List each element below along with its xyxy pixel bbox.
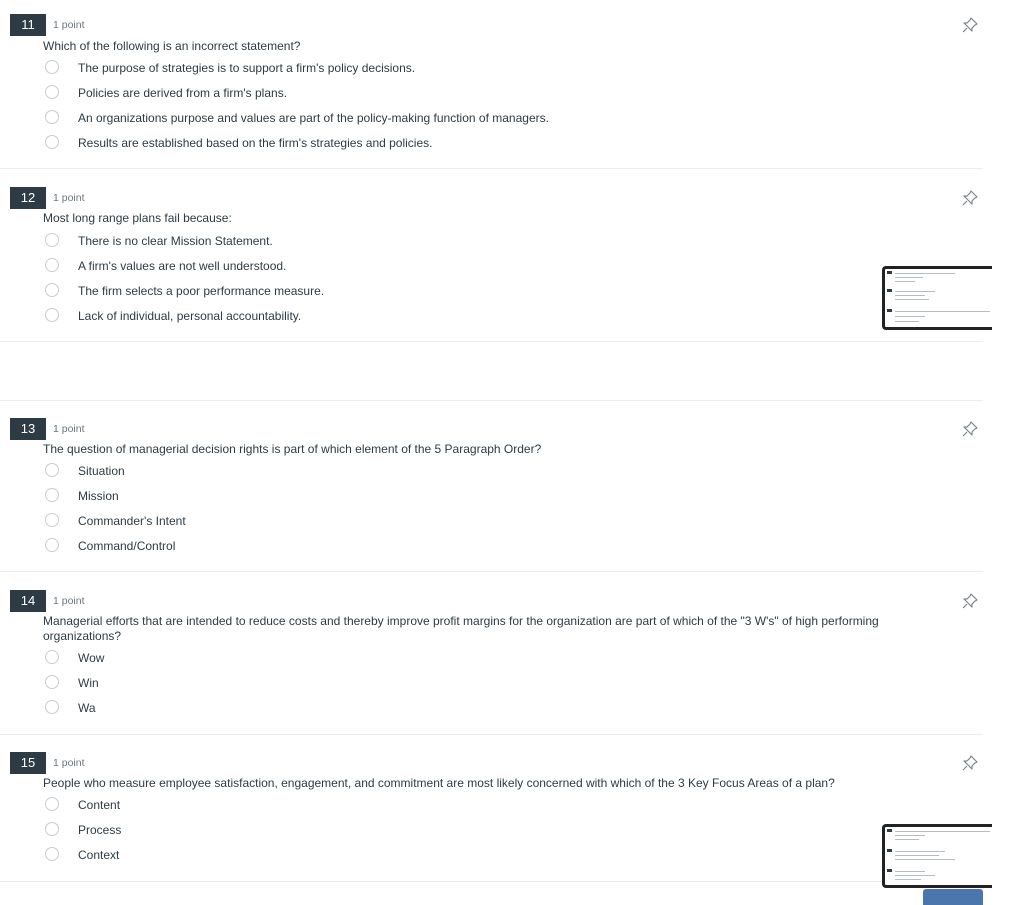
answer-label: Wow [78,651,105,665]
radio-button[interactable] [45,797,59,811]
answer-label: Command/Control [78,539,176,553]
answer-option[interactable] [43,536,923,556]
answer-label: Win [78,676,99,690]
answer-option[interactable] [43,83,923,103]
radio-button[interactable] [45,513,59,527]
question-number: 12 [10,187,46,209]
answer-option[interactable] [43,58,923,78]
question-text: Most long range plans fail because: [43,211,232,225]
question-text: People who measure employee satisfaction, engagement, and commitment are most likely concerned with which of the 3 Key Focus Areas of a plan? [43,776,835,790]
pin-icon[interactable] [961,16,979,34]
answer-label: Results are established based on the firm's strategies and policies. [78,136,433,150]
answer-option[interactable] [43,820,923,840]
radio-button[interactable] [45,283,59,297]
answer-option[interactable] [43,648,923,668]
answer-option[interactable] [43,231,923,251]
question-points: 1 point [53,192,85,204]
answer-option[interactable] [43,461,923,481]
answer-label: The firm selects a poor performance measure. [78,284,325,298]
radio-button[interactable] [45,847,59,861]
question-13 [0,418,983,572]
question-text: The question of managerial decision rights is part of which element of the 5 Paragraph Order? [43,442,542,456]
radio-button[interactable] [45,488,59,502]
answer-option[interactable] [43,673,923,693]
radio-button[interactable] [45,135,59,149]
radio-button[interactable] [45,538,59,552]
answer-option[interactable] [43,845,923,865]
radio-button[interactable] [45,258,59,272]
submit-button[interactable] [923,889,983,905]
radio-button[interactable] [45,308,59,322]
question-12 [0,187,983,341]
question-15 [0,752,983,882]
question-points: 1 point [53,19,85,31]
answer-option[interactable] [43,306,923,326]
pin-icon[interactable] [961,189,979,207]
answer-label: Mission [78,489,119,503]
answer-option[interactable] [43,795,923,815]
question-points: 1 point [53,595,85,607]
question-number: 13 [10,418,46,440]
answer-label: Situation [78,464,125,478]
radio-button[interactable] [45,85,59,99]
page-margin [983,0,1024,905]
answer-option[interactable] [43,698,923,718]
question-points: 1 point [53,423,85,435]
answer-label: An organizations purpose and values are part of the policy-making function of managers. [78,111,549,125]
radio-button[interactable] [45,675,59,689]
answer-label: Process [78,823,122,837]
answer-label: Context [78,848,120,862]
answer-option[interactable] [43,133,923,153]
radio-button[interactable] [45,650,59,664]
radio-button[interactable] [45,60,59,74]
answer-option[interactable] [43,486,923,506]
question-number: 14 [10,590,46,612]
answer-option[interactable] [43,511,923,531]
answer-label: The purpose of strategies is to support a firm's policy decisions. [78,61,416,75]
radio-button[interactable] [45,463,59,477]
question-points: 1 point [53,757,85,769]
question-text: Which of the following is an incorrect statement? [43,39,301,53]
answer-label: Wa [78,701,96,715]
pin-icon[interactable] [961,420,979,438]
radio-button[interactable] [45,233,59,247]
pin-icon[interactable] [961,754,979,772]
radio-button[interactable] [45,110,59,124]
question-11 [0,14,983,169]
page-thumbnail[interactable] [882,824,992,888]
question-number: 15 [10,752,46,774]
answer-label: A firm's values are not well understood. [78,259,287,273]
pin-icon[interactable] [961,592,979,610]
radio-button[interactable] [45,822,59,836]
radio-button[interactable] [45,700,59,714]
answer-option[interactable] [43,281,923,301]
answer-label: Commander's Intent [78,514,186,528]
answer-label: There is no clear Mission Statement. [78,234,273,248]
question-14 [0,590,983,735]
answer-label: Content [78,798,121,812]
answer-label: Lack of individual, personal accountability. [78,309,302,323]
page-break [0,341,983,401]
answer-option[interactable] [43,108,923,128]
question-text: Managerial efforts that are intended to reduce costs and thereby improve profit margins for the organization are part of which of the "3 W's" of high performing organizations? [43,614,879,643]
answer-label: Policies are derived from a firm's plans. [78,86,288,100]
question-number: 11 [10,14,46,36]
page-thumbnail[interactable] [882,266,992,330]
answer-option[interactable] [43,256,923,276]
